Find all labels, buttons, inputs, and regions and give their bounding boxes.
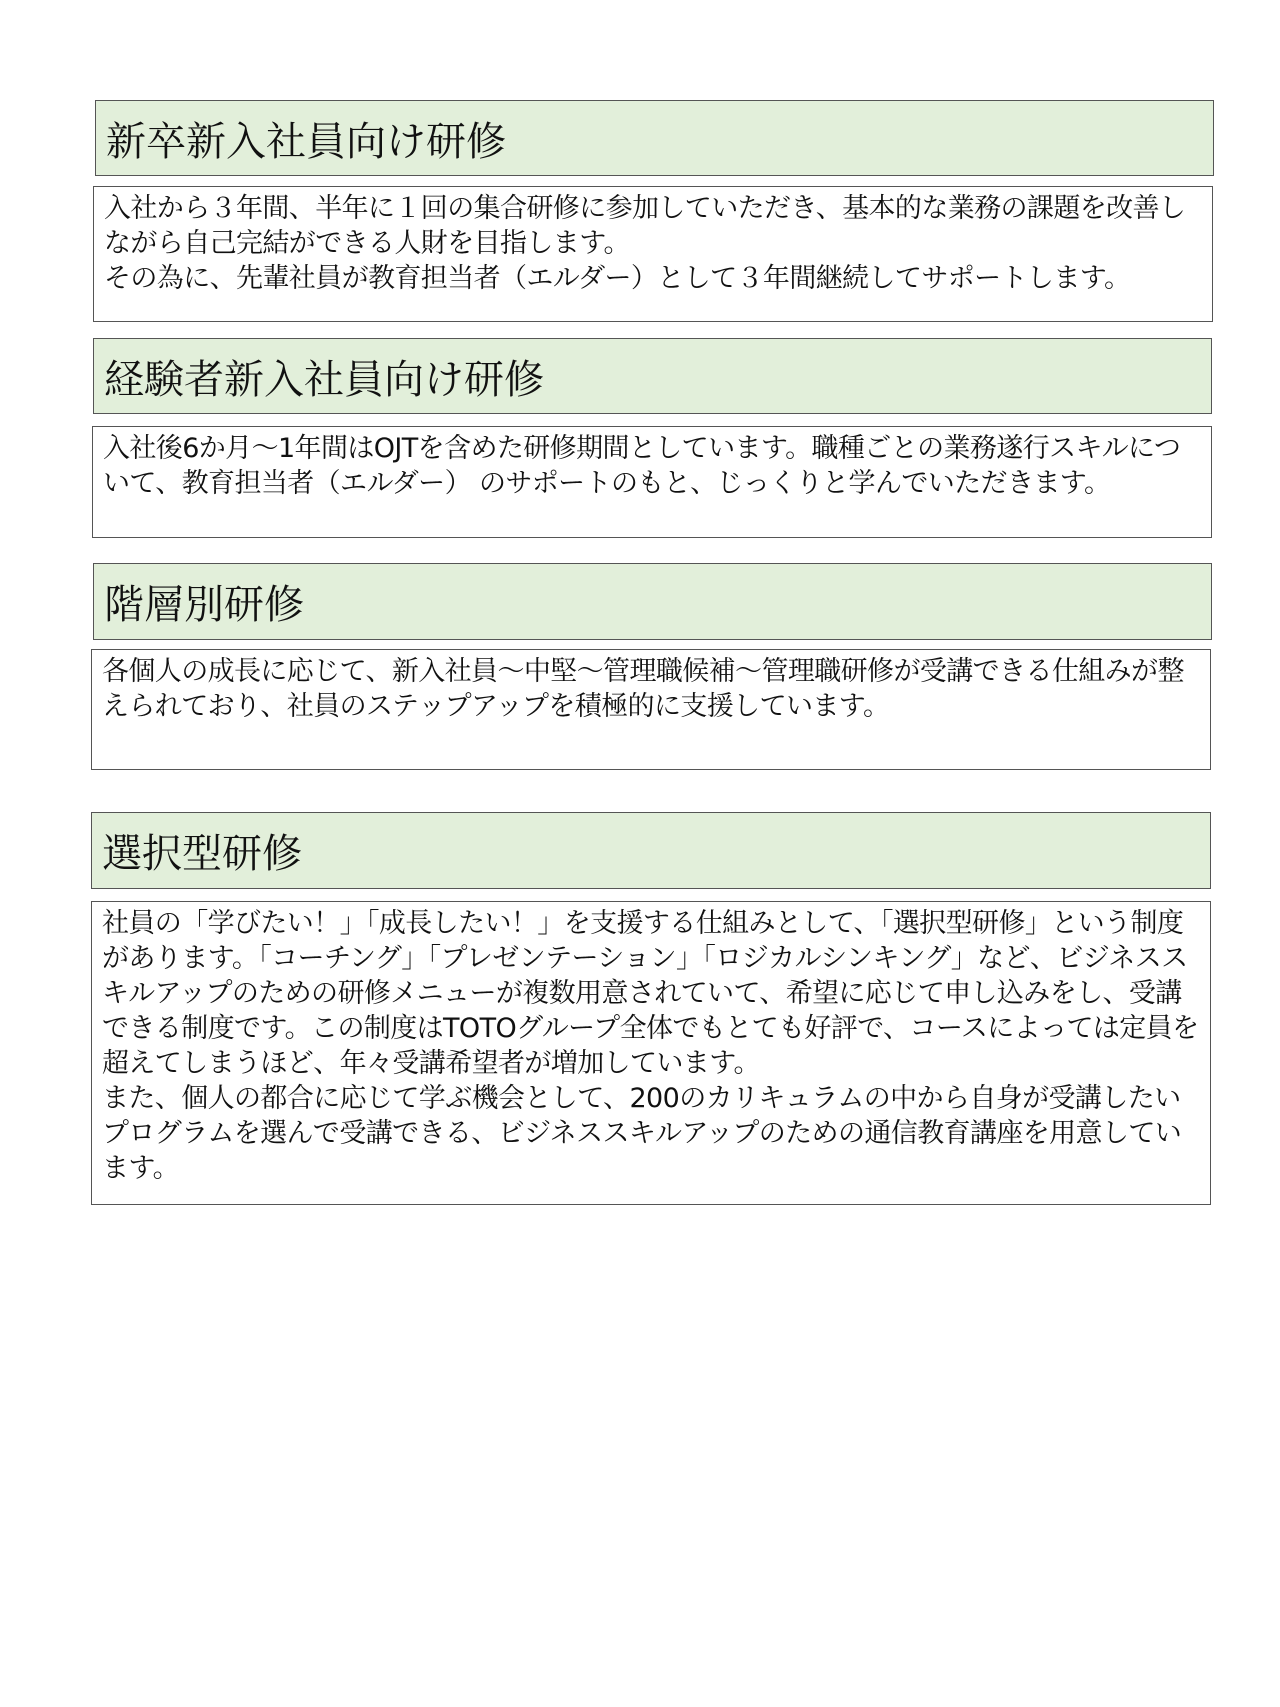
section-1-paragraph-2: その為に、先輩社員が教育担当者（エルダー）として３年間継続してサポートします。 (104, 263, 1131, 294)
section-4-paragraph-1: 社員の「学びたい！」「成長したい！」を支援する仕組みとして、「選択型研修」という制度があります。「コーチング」「プレゼンテーション」「ロジカルシンキング」など、ビジネススキルアップのための研修メニューが複数用意されていて、希望に応じて申し込みをし、受講できる制度です。この制度はTOTOグループ全体でもとても好評で、コースによっては定員を超えてしまうほど、年々受講希望者が増加しています。 (102, 908, 1199, 1079)
section-3-heading-box (93, 563, 1212, 640)
section-3-title: 階層別研修 (104, 582, 304, 628)
section-2-paragraph-1: 入社後6か月～1年間はOJTを含めた研修期間としています。職種ごとの業務遂行スキルについて、教育担当者（エルダー） のサポートのもと、じっくりと学んでいただきます。 (103, 433, 1181, 499)
section-4-heading-box (91, 812, 1211, 889)
section-4-title: 選択型研修 (102, 831, 302, 877)
section-1-paragraph-1: 入社から３年間、半年に１回の集合研修に参加していただき、基本的な業務の課題を改善しながら自己完結ができる人財を目指します。 (104, 193, 1186, 259)
section-3-body-box (91, 649, 1211, 770)
section-4-paragraph-2: また、個人の都合に応じて学ぶ機会として、200のカリキュラムの中から自身が受講したいプログラムを選んで受講できる、ビジネススキルアップのための通信教育講座を用意しています。 (102, 1083, 1182, 1184)
section-2-title: 経験者新入社員向け研修 (104, 356, 544, 403)
section-3-paragraph-1: 各個人の成長に応じて、新入社員～中堅～管理職候補～管理職研修が受講できる仕組みが整えられており、社員のステップアップを積極的に支援しています。 (102, 656, 1184, 722)
section-1-body-box (93, 186, 1213, 322)
section-4-body-box (91, 901, 1211, 1205)
section-2-body-box (92, 426, 1212, 538)
section-1-heading-box (95, 100, 1214, 176)
section-2-heading-box (93, 338, 1212, 414)
section-1-title: 新卒新入社員向け研修 (106, 118, 506, 165)
